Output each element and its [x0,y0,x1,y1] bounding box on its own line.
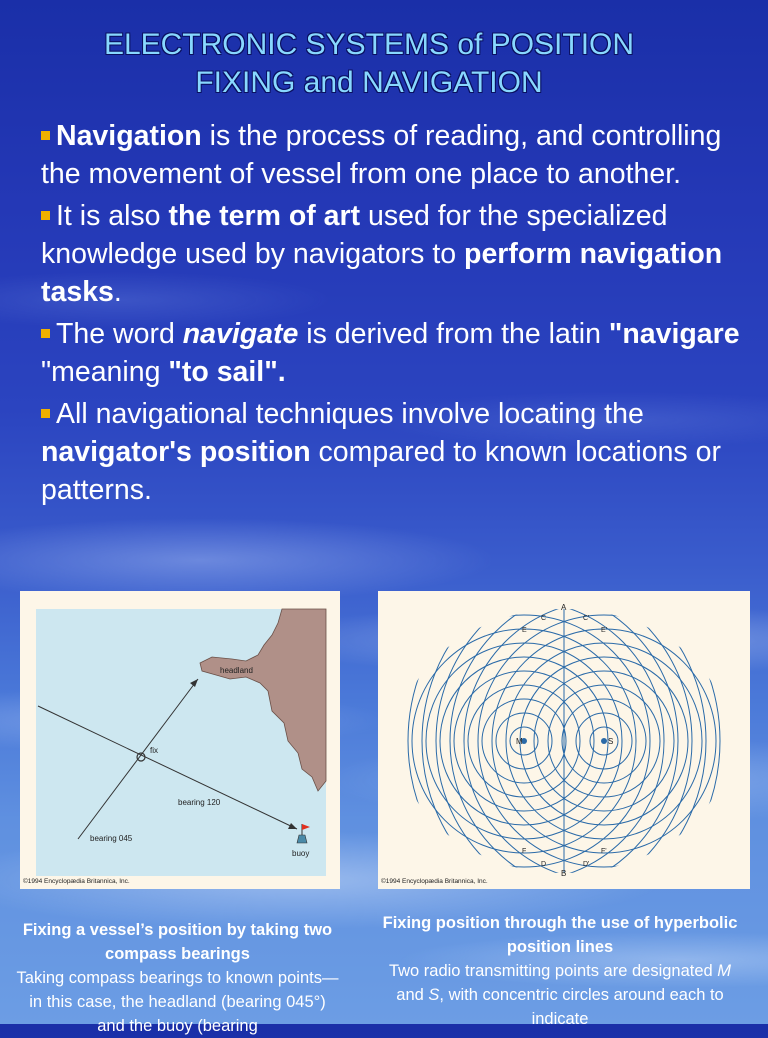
bullet-term-of-art [41,197,741,311]
bullet-square-icon [41,211,50,220]
label-f-prime: F' [601,848,607,855]
range-circle [378,591,720,889]
range-circle [408,591,750,889]
circles-around-s [408,591,750,889]
title-line-2: FIXING and NAVIGATION [195,66,543,99]
bullet-1-text: is the process of reading, and controlling the movement of vessel from one place to another. [41,120,722,190]
bullet-techniques [41,395,741,509]
bolditalic-navigate: navigate [182,318,299,350]
bullet-square-icon [41,329,50,338]
bold-navigators-position: navigator's position [41,436,311,468]
bullet-3-b: is derived from the latin [298,318,609,350]
left-caption [15,918,340,1038]
slide-title [0,26,738,102]
label-c: C [541,615,547,622]
circles-around-m [378,591,720,889]
bullet-2-b: used for the specialized knowledge used by navigators to [41,200,668,270]
compass-bearing-diagram [20,591,340,889]
bullet-navigation [41,117,741,193]
hyperbolic-lines-figure [378,591,750,889]
label-s: S [608,737,614,746]
buoy-label: buoy [292,849,310,858]
bullet-list [41,117,741,513]
hyperbolic-diagram [378,591,750,889]
label-f: F [522,848,527,855]
label-c-prime: C' [583,615,590,622]
bullet-2-a: It is also [56,200,169,232]
label-d: D [541,861,547,868]
label-e-prime: E' [601,627,608,634]
label-e: E [522,627,527,634]
bullet-2-c: . [113,276,122,308]
bold-navigare: "navigare [608,318,740,350]
transmitter-s-icon [601,738,607,744]
headland-label: headland [220,666,253,675]
range-circle [450,591,750,889]
right-caption-body-b: , with concentric circles around each to indicate [439,986,724,1028]
compass-bearing-figure [20,591,340,889]
bold-perform-tasks: perform navigation tasks [41,238,723,308]
right-caption [380,911,740,1031]
right-caption-and: and [396,986,429,1004]
bullet-word-navigate [41,315,741,391]
bold-to-sail: "to sail". [168,356,286,388]
bullet-3-a: The word [56,318,183,350]
bullet-square-icon [41,131,50,140]
title-line-1: ELECTRONIC SYSTEMS of POSITION [103,28,635,61]
right-caption-body-a: Two radio transmitting points are designated [388,962,718,980]
bearing-045-label: bearing 045 [90,834,133,843]
label-m: M [516,737,523,746]
bullet-4-a: All navigational techniques involve locating the [56,398,644,430]
bullet-4-b: compared to known locations or patterns. [41,436,721,506]
label-d-prime: D' [583,861,590,868]
label-a: A [561,603,567,612]
bullet-square-icon [41,409,50,418]
bold-navigation: Navigation [56,120,202,152]
left-copyright: ©1994 Encyclopædia Britannica, Inc. [23,878,130,885]
right-caption-title: Fixing position through the use of hyperbolic position lines [382,914,738,956]
range-circle [378,591,678,889]
right-caption-m: M [717,962,732,980]
bearing-120-label: bearing 120 [178,798,221,807]
fix-label: fix [150,746,158,755]
left-caption-body: Taking compass bearings to known points—in this case, the headland (bearing 045°) and the buoy (bearing [16,969,339,1035]
label-b: B [561,869,567,878]
right-copyright: ©1994 Encyclopædia Britannica, Inc. [381,878,488,885]
bullet-3-c: "meaning [41,356,169,388]
right-caption-s: S [428,986,440,1004]
left-caption-title: Fixing a vessel’s position by taking two compass bearings [22,921,333,963]
bold-term-of-art: the term of art [168,200,361,232]
